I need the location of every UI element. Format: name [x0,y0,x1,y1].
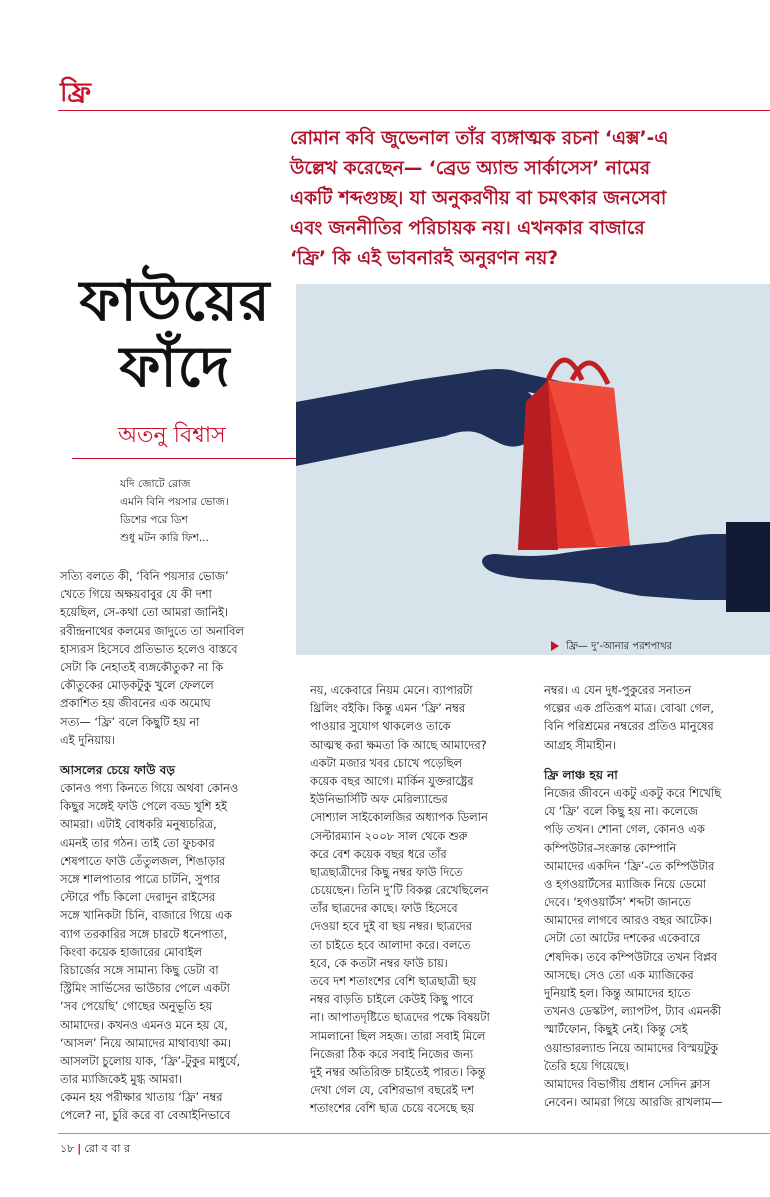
author-rule [72,458,298,459]
text-line: সঙ্গে খানিকটা চিনি, বাজারে গিয়ে এক [60,908,232,923]
text-line: স্টোরে পাঁচ কিলো দেরাদুন রাইসের [60,890,216,905]
text-line: এই দুনিয়ায়। [60,732,116,747]
text-line: দুই নম্বর অতিরিক্ত চাইতেই পারত। কিন্তু [310,1064,486,1079]
intro-line: এবং জননীতির পরিচায়ক নয়। এখনকার বাজারে [290,218,645,239]
text-line: এমনই তার গঠন। তাই তো ফুচকার [60,835,215,850]
subheading: ফ্রি লাঞ্চ হয় না [544,767,618,782]
text-line: তখনও ডেস্কটপ, ল্যাপটপ, ট্যাব এমনকী [544,1004,722,1019]
text-line: সত্যি বলতে কী, ‘বিনি পয়সার ভোজ’ [60,569,229,583]
text-line: কয়েক বছর আগে। মার্কিন যুক্তরাষ্ট্রের [310,773,474,788]
text-line: শতাংশের বেশি ছাত্র চেয়ে বসেছে ছয় [310,1101,475,1116]
text-line: ইউনিভার্সিটি অফ মেরিল্যান্ডের [310,792,448,807]
verse-line: শুধু মটন কারি ফিশ... [120,532,209,544]
title-line: ফাঁদে [119,334,231,400]
text-line: হয়েছিল, সে-কথা তো আমরা জানিই। [60,605,229,620]
text-line: রিচার্জের সঙ্গে সামান্য কিছু ডেটা বা [60,962,219,977]
text-line: পেলে? না, চুরি করে বা বেআইনিভাবে [60,1108,231,1123]
text-line: ও হগওয়ার্টসের ম্যাজিক নিয়ে ডেমো [544,876,707,891]
text-line: তার ম্যাজিকেই মুগ্ধ আমরা। [60,1072,183,1087]
article-title [60,268,290,400]
text-line: দেখা গেল যে, বেশিরভাগ বছরেই দশ [310,1083,475,1098]
text-line: সঙ্গে শালপাতার পাত্রে চাটনি, সুপার [60,872,220,886]
text-line: শেষপাতে ফাউ তেঁতুলজল, শিঙাড়ার [60,853,226,868]
text-line: সত্য— ‘ফ্রি’ বলে কিছুটি হয় না [60,714,200,729]
text-line: সেটা তো আটের দশকের একেবারে [544,931,701,946]
text-line: আমাদের বিভাগীয় প্রধান সেদিন ক্লাস [544,1076,710,1091]
title-line: ফাউয়ের [79,268,271,334]
text-line: চেয়েছেন। তিনি দু’টি বিকল্প রেখেছিলেন [310,883,489,898]
text-line: কেমন হয় পরীক্ষার খাতায় ‘ফ্রি’ নম্বর [60,1090,223,1105]
text-line: আমরা। এটাই বোধকরি মনুষ্যচরিত্র, [60,817,217,832]
text-line: নেবেন। আমরা গিয়ে আরজি রাখলাম— [544,1095,723,1110]
text-line: খেতে গিয়ে অক্ষয়বাবুর যে কী দশা [60,587,212,602]
text-line: পাওয়ার সুযোগ থাকলেও তাকে [310,719,451,734]
text-line: সোশ্যাল সাইকোলজির অধ্যাপক ডিলান [310,810,488,825]
text-line: হবে, কে কতটা নম্বর ফাউ চায়। [310,955,448,970]
text-line: সামলানো ছিল সহজ। তারা সবাই মিলে [310,1028,486,1043]
text-line: রবীন্দ্রনাথের কলমের জাদুতে তা অনাবিল [60,623,245,638]
text-line: না। আপাতদৃষ্টিতে ছাত্রদের পক্ষে বিষয়টা [310,1010,490,1025]
text-line: কিছুর সঙ্গেই ফাউ পেলে বড্ড খুশি হই [60,799,228,814]
intro-standfirst [290,124,760,274]
text-line: আমাদের একদিন ‘ফ্রি’-তে কম্পিউটার [544,858,715,873]
body-column-3 [544,681,766,1111]
verse-line: যদি জোটে রোজ [120,478,191,490]
text-line: আমাদের। কখনও এমনও মনে হয় যে, [60,1017,228,1032]
text-line: বিনি পরিশ্রমের নম্বরের প্রতিও মানুষের [544,719,714,734]
body-column-1 [60,567,288,1125]
footer-separator: | [77,1142,82,1155]
text-line: প্রকাশিত হয় জীবনের এক অমোঘ [60,696,211,711]
text-line: ওয়ান্ডারল্যান্ড নিয়ে আমাদের বিস্ময়টুকু [544,1040,719,1055]
intro-line: একটি শব্দগুচ্ছ। যা অনুকরণীয় বা চমৎকার জনসেবা [290,188,667,209]
text-line: করে বেশ কয়েক বছর ধরে তাঁর [310,846,447,861]
text-line: আগ্রহ সীমাহীন। [544,737,616,752]
text-line: দেওয়া হবে দুই বা ছয় নম্বর। ছাত্রদের [310,919,473,934]
page-footer [60,1140,130,1159]
verse-line: ডিশের পরে ডিশ [120,514,188,526]
page-number: ১৮ [60,1142,75,1155]
text-line: একটা মজার খবর চোখে পড়েছিল [310,755,463,770]
text-line: পড়ি তখন। শোনা গেল, কোনও এক [544,822,705,837]
epigraph-verse [120,475,229,547]
caption-marker [551,641,559,651]
text-line: ছাত্রছাত্রীদের কিছু নম্বর ফাউ দিতে [310,864,463,879]
bottom-rule [58,1133,770,1134]
verse-line: এমনি বিনি পয়সার ভোজ। [120,496,229,508]
text-line: নম্বর। এ যেন দুধ-পুকুরের সনাতন [544,683,692,697]
text-line: দুনিয়াই হল। কিন্তু আমাদের হাতে [544,986,691,1000]
text-line: তা চাইতে হবে আলাদা করে। বলতে [310,937,471,952]
intro-line: ‘ফ্রি’ কি এই ভাবনারই অনুরণন নয়? [290,248,558,269]
magazine-name: রো ব বা র [84,1142,130,1155]
text-line: যে ‘ফ্রি’ বলে কিছু হয় না। কলেজে [544,804,698,819]
text-line: তবে দশ শতাংশের বেশি ছাত্রছাত্রী ছয় [310,974,477,988]
text-line: কম্পিউটার-সংক্রান্ত কোম্পানি [544,840,677,855]
text-line: নিজের জীবনে একটু একটু করে শিখেছি [544,785,722,800]
text-line: স্মার্টফোন, কিছুই নেই। কিন্তু সেই [544,1022,688,1037]
text-line: নিজেরা ঠিক করে সবাই নিজের জন্য [310,1046,474,1061]
text-line: আসছে। সেও তো এক ম্যাজিকের [544,967,694,982]
text-line: সেটা কি নেহাতই ব্যঙ্গকৌতুক? না কি [60,659,224,674]
section-label: ফ্রি [60,78,91,108]
text-line: তাঁর ছাত্রদের কাছে। ফাউ হিসেবে [310,901,458,916]
text-line: দেবে। ‘হগওয়ার্টস’ শব্দটা জানতে [544,895,691,910]
body-column-2 [310,681,535,1118]
text-line: তৈরি হয়ে গিয়েছে। [544,1058,629,1073]
sleeve [726,522,770,612]
text-line: ব্যাগ তরকারির সঙ্গে চারটে ধনেপাতা, [60,926,228,941]
intro-line: উল্লেখ করেছেন— ‘ব্রেড অ্যান্ড সার্কাসেস’ নামের [290,158,651,179]
text-line: কোনও পণ্য কিনতে গিয়ে অথবা কোনও [60,781,239,796]
paragraph-gap [60,749,288,761]
text-line: আত্মস্থ করা ক্ষমতা কি আছে আমাদের? [310,737,487,752]
text-line: কৌতুকের মোড়কটুকু খুলে ফেললে [60,678,214,693]
text-line: কিংবা কয়েক হাজারের মোবাইল [60,944,203,959]
subheading: আসলের চেয়ে ফাউ বড় [60,762,175,777]
paragraph-gap [544,754,766,766]
text-line: আসলটা চুলোয় যাক, ‘ফ্রি’-টুকুর মাধুর্যে, [60,1053,241,1068]
text-line: নয়, একেবারে নিয়ম মেনে। ব্যাপারটা [310,683,473,697]
text-line: সেল্টারম্যান ২০০৮ সাল থেকে শুরু [310,828,468,843]
text-line: নম্বর বাড়তি চাইলে কেউই কিছু পাবে [310,992,474,1007]
author-byline: অতনু বিশ্বাস [118,423,226,448]
text-line: শেষদিক। তবে কম্পিউটারে তখন বিপ্লব [544,949,718,964]
text-line: গল্পের এক প্রতিরূপ মাত্র। বোঝা গেল, [544,701,714,716]
intro-line: রোমান কবি জুভেনাল তাঁর ব্যঙ্গাত্মক রচনা ‘এক্স’-এ [290,128,669,149]
text-line: ‘আসল’ নিয়ে আমাদের মাথাব্যথা কম। [60,1035,232,1050]
top-rule [58,110,770,111]
text-line: থ্রিলিং বইকি। কিন্তু এমন ‘ফ্রি’ নম্বর [310,701,466,716]
illustration [296,284,770,655]
text-line: হাস্যরস হিসেবে প্রতিভাত হলেও বাস্তবে [60,641,238,656]
image-caption: ফ্রি— দু’-আনার পরশপাথর [566,641,673,652]
text-line: স্ট্রিমিং সার্ভিসের ভাউচার পেলে একটা [60,981,230,996]
text-line: আমাদের লাগবে আরও বছর আটেক। [544,913,712,928]
text-line: ‘সব পেয়েছি’ গোছের অনুভূতি হয় [60,999,213,1014]
